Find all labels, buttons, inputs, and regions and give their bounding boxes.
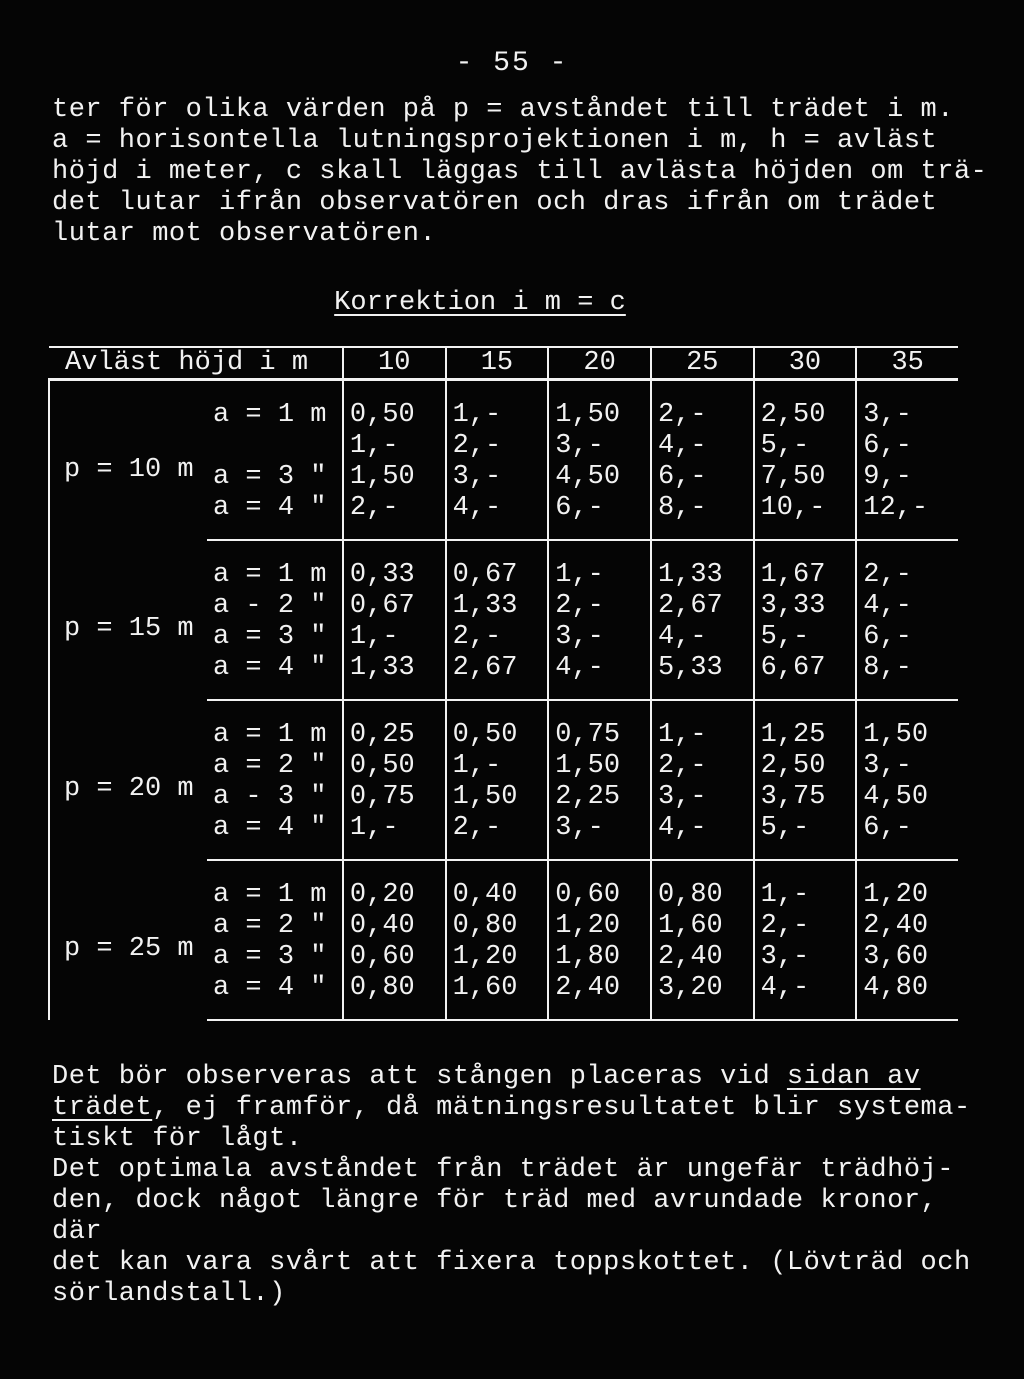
a-projection-label: a = 1 m	[213, 719, 327, 750]
closing-paragraphs	[52, 1062, 982, 1310]
intro-paragraph: ter för olika värden på p = avståndet till trädet i m. a = horisontella lutningsprojektionen i m, h = avläst höjd i meter, c skall läggas till avlästa höjden om trä- det lutar ifrån observatören och dras ifrån om trädet lutar mot observatören.	[52, 95, 988, 249]
p-distance-label: p = 15 m	[49, 540, 207, 700]
correction-value: 1,50	[343, 461, 446, 492]
correction-value: 0,75	[343, 781, 446, 812]
table-body	[49, 380, 958, 1021]
table-header-row	[49, 347, 958, 380]
table-title: Korrektion i m = c	[334, 288, 626, 318]
correction-value: 5,-	[754, 812, 857, 860]
correction-value: 2,-	[856, 540, 958, 590]
correction-value: 0,20	[343, 860, 446, 910]
a-projection-label: a - 3 "	[213, 781, 327, 812]
correction-value: 3,-	[548, 430, 651, 461]
correction-value: 5,-	[754, 621, 857, 652]
a-projection-label: a = 3 "	[213, 461, 327, 492]
correction-value: 4,50	[548, 461, 651, 492]
a-projection-label: a - 2 "	[213, 590, 327, 621]
correction-value: 6,67	[754, 652, 857, 700]
correction-value: 0,80	[446, 910, 549, 941]
correction-value: 3,-	[548, 812, 651, 860]
correction-value: 0,33	[343, 540, 446, 590]
correction-value: 6,-	[856, 812, 958, 860]
correction-value: 4,-	[856, 590, 958, 621]
correction-value: 0,40	[343, 910, 446, 941]
correction-value: 3,-	[856, 380, 958, 431]
correction-value: 1,33	[446, 590, 549, 621]
closing-text: Det bör observeras att stången placeras vid	[52, 1062, 787, 1092]
underlined-text: trädet	[52, 1093, 153, 1123]
correction-value: 1,-	[343, 430, 446, 461]
correction-value: 2,-	[651, 380, 754, 431]
correction-value: 1,-	[446, 380, 549, 431]
correction-value: 0,67	[343, 590, 446, 621]
correction-value: 3,-	[651, 781, 754, 812]
correction-value: 1,50	[446, 781, 549, 812]
correction-value: 0,50	[446, 700, 549, 750]
a-projection-label: a = 1 m	[213, 399, 327, 430]
correction-value: 1,60	[446, 972, 549, 1020]
correction-value: 2,50	[754, 750, 857, 781]
correction-value: 4,80	[856, 972, 958, 1020]
correction-value: 6,-	[651, 461, 754, 492]
correction-value: 2,50	[754, 380, 857, 431]
correction-value: 3,20	[651, 972, 754, 1020]
a-projection-label: a = 1 m	[213, 879, 327, 910]
table-row	[49, 380, 958, 431]
correction-value: 1,80	[548, 941, 651, 972]
correction-value: 1,60	[651, 910, 754, 941]
table-row	[49, 700, 958, 750]
correction-value: 1,-	[343, 621, 446, 652]
correction-value: 4,-	[651, 430, 754, 461]
correction-value: 5,33	[651, 652, 754, 700]
correction-value: 1,50	[548, 750, 651, 781]
correction-value: 2,25	[548, 781, 651, 812]
correction-value: 1,20	[446, 941, 549, 972]
correction-value: 3,-	[446, 461, 549, 492]
correction-value: 2,67	[446, 652, 549, 700]
closing-text: , ej framför, då mätningsresultatet blir systema- tiskt för lågt.	[52, 1093, 971, 1154]
correction-value: 0,75	[548, 700, 651, 750]
correction-value: 2,-	[548, 590, 651, 621]
correction-value: 1,20	[856, 860, 958, 910]
column-header: 25	[651, 347, 754, 380]
column-header: 30	[754, 347, 857, 380]
correction-value: 0,60	[548, 860, 651, 910]
correction-value: 0,80	[651, 860, 754, 910]
correction-value: 8,-	[651, 492, 754, 540]
correction-value: 0,40	[446, 860, 549, 910]
correction-value: 4,-	[548, 652, 651, 700]
correction-value: 1,-	[754, 860, 857, 910]
correction-value: 10,-	[754, 492, 857, 540]
correction-value: 1,67	[754, 540, 857, 590]
correction-value: 3,33	[754, 590, 857, 621]
correction-value: 1,-	[548, 540, 651, 590]
a-projection-label: a = 3 "	[213, 941, 327, 972]
a-projection-label	[207, 430, 343, 461]
correction-value: 1,33	[343, 652, 446, 700]
a-projection-label: a = 4 "	[207, 652, 343, 700]
correction-value: 2,-	[754, 910, 857, 941]
a-projection-label: a = 3 "	[213, 621, 327, 652]
column-header: 10	[343, 347, 446, 380]
correction-value: 3,-	[856, 750, 958, 781]
correction-value: 2,-	[446, 621, 549, 652]
correction-value: 1,25	[754, 700, 857, 750]
correction-value: 7,50	[754, 461, 857, 492]
correction-value: 2,67	[651, 590, 754, 621]
a-projection-label: a = 4 "	[207, 492, 343, 540]
a-projection-label: a = 4 "	[207, 812, 343, 860]
correction-value: 1,-	[446, 750, 549, 781]
correction-value: 0,50	[343, 380, 446, 431]
header-label: Avläst höjd i m	[49, 347, 343, 380]
correction-value: 6,-	[856, 430, 958, 461]
correction-value: 3,-	[548, 621, 651, 652]
a-projection-label: a = 2 "	[213, 910, 327, 941]
underlined-text: sidan av	[786, 1062, 921, 1092]
correction-value: 2,40	[651, 941, 754, 972]
correction-value: 4,-	[651, 621, 754, 652]
correction-value: 2,-	[446, 812, 549, 860]
closing-text: Det optimala avståndet från trädet är ungefär trädhöj- den, dock något längre för träd med avrundade kronor, där det kan vara svårt att fixera toppskottet. (Lövträd och sörlandstall.)	[52, 1155, 971, 1309]
correction-value: 12,-	[856, 492, 958, 540]
correction-value: 1,50	[856, 700, 958, 750]
correction-value: 3,60	[856, 941, 958, 972]
correction-value: 2,-	[651, 750, 754, 781]
correction-value: 2,-	[343, 492, 446, 540]
correction-value: 1,50	[548, 380, 651, 431]
correction-value: 5,-	[754, 430, 857, 461]
correction-value: 0,25	[343, 700, 446, 750]
correction-value: 4,-	[446, 492, 549, 540]
correction-value: 0,50	[343, 750, 446, 781]
p-distance-label: p = 10 m	[49, 380, 207, 541]
correction-value: 2,40	[548, 972, 651, 1020]
correction-value: 2,-	[446, 430, 549, 461]
correction-value: 2,40	[856, 910, 958, 941]
correction-value: 1,-	[651, 700, 754, 750]
p-distance-label: p = 20 m	[49, 700, 207, 860]
table-row	[49, 860, 958, 910]
correction-value: 0,60	[343, 941, 446, 972]
a-projection-label: a = 2 "	[213, 750, 327, 781]
column-header: 35	[856, 347, 958, 380]
page-number: - 55 -	[455, 48, 569, 79]
correction-value: 1,-	[343, 812, 446, 860]
table-row	[49, 540, 958, 590]
correction-value: 0,67	[446, 540, 549, 590]
correction-value: 3,75	[754, 781, 857, 812]
correction-value: 1,20	[548, 910, 651, 941]
correction-table	[48, 346, 958, 1021]
correction-value: 6,-	[856, 621, 958, 652]
p-distance-label: p = 25 m	[49, 860, 207, 1020]
correction-value: 8,-	[856, 652, 958, 700]
correction-value: 0,80	[343, 972, 446, 1020]
correction-value: 3,-	[754, 941, 857, 972]
correction-value: 6,-	[548, 492, 651, 540]
correction-value: 1,33	[651, 540, 754, 590]
correction-value: 4,-	[651, 812, 754, 860]
column-header: 20	[548, 347, 651, 380]
column-header: 15	[446, 347, 549, 380]
correction-value: 9,-	[856, 461, 958, 492]
correction-value: 4,-	[754, 972, 857, 1020]
a-projection-label: a = 4 "	[207, 972, 343, 1020]
a-projection-label: a = 1 m	[213, 559, 327, 590]
correction-value: 4,50	[856, 781, 958, 812]
